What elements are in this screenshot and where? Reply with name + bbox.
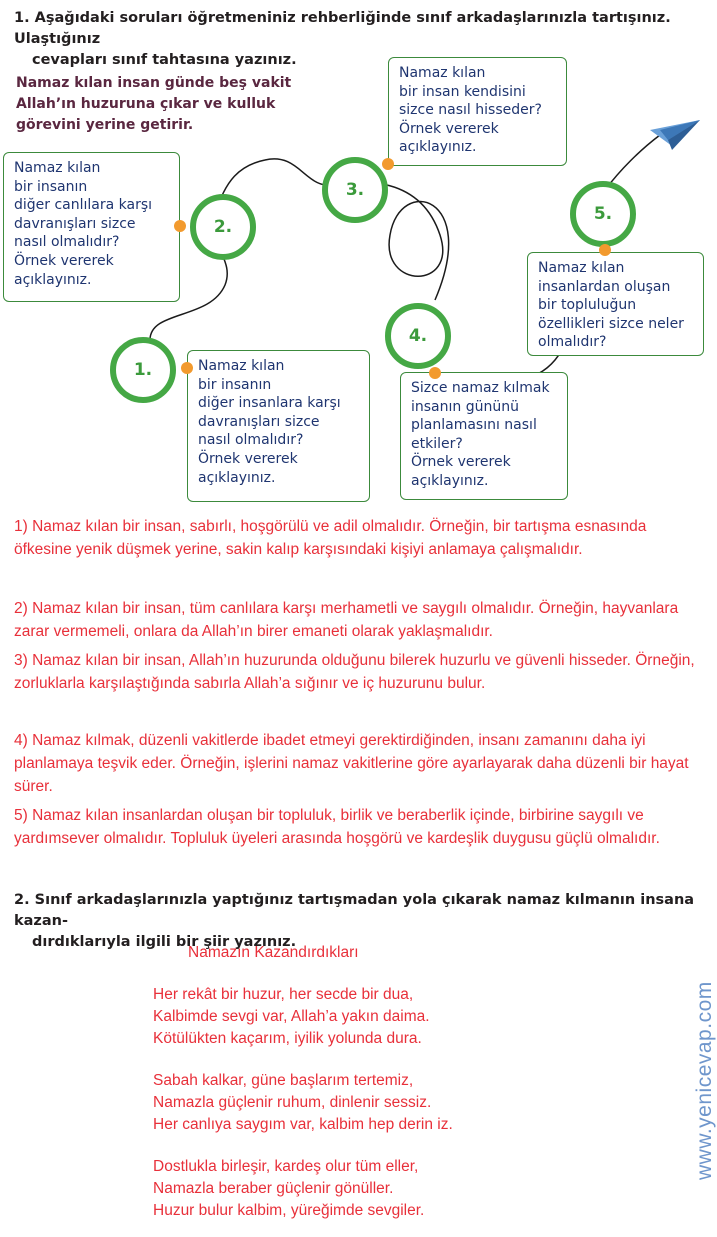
step-5-question-box: Namaz kılan insanlardan oluşan bir topluluğun özellikleri sizce neler olmalıdır?	[527, 252, 704, 356]
watermark: www.yenicevap.com	[693, 981, 716, 1180]
step-4-circle	[385, 303, 451, 369]
poem-stanza-3	[153, 1156, 424, 1222]
step-2-question-box: Namaz kılan bir insanın diğer canlılara karşı davranışları sizce nasıl olmalıdır? Örnek vererek açıklayınız.	[3, 152, 180, 302]
step-2-circle	[190, 194, 256, 260]
step-5-connector-dot	[599, 244, 611, 256]
question-1-line-2: cevapları sınıf tahtasına yazınız.	[32, 52, 297, 68]
step-1-connector-dot	[181, 362, 193, 374]
question-1-line-1: 1. Aşağıdaki soruları öğretmeniniz rehberliğinde sınıf arkadaşlarınızla tartışınız. Ulaştığınız	[14, 10, 671, 47]
answer-3: 3) Namaz kılan bir insan, Allah’ın huzurunda olduğunu bilerek huzurlu ve güvenli hisseder. Örneğin, zorluklarla karşılaştığında sabırla Allah’a sığınır ve iç huzurunu bulur.	[14, 652, 695, 692]
poem-stanza-1	[153, 984, 430, 1050]
intro-text: Namaz kılan insan günde beş vakit Allah’ın huzuruna çıkar ve kulluk görevini yerine getirir.	[16, 75, 292, 133]
poem-line: Sabah kalkar, güne başlarım tertemiz,	[153, 1072, 414, 1089]
paper-plane-icon	[650, 120, 700, 150]
step-2-connector-dot	[174, 220, 186, 232]
step-5-circle	[570, 181, 636, 247]
answer-4: 4) Namaz kılmak, düzenli vakitlerde ibadet etmeyi gerektirdiğinden, insanı zamanını daha iyi planlamaya teşvik eder. Örneğin, işlerini namaz vakitlerine göre ayarlayarak daha düzenli bir hayat sürer.	[14, 732, 689, 795]
step-4-connector-dot	[429, 367, 441, 379]
step-4-question-box: Sizce namaz kılmak insanın gününü planlamasını nasıl etkiler? Örnek vererek açıklayınız.	[400, 372, 568, 500]
step-3-connector-dot	[382, 158, 394, 170]
question-2-number: 2.	[14, 892, 30, 908]
poem-line: Her canlıya saygım var, kalbim hep derin iz.	[153, 1116, 453, 1133]
poem-stanza-2	[153, 1070, 453, 1136]
question-2-heading	[14, 890, 710, 953]
step-1-circle	[110, 337, 176, 403]
step-1-question-box: Namaz kılan bir insanın diğer insanlara karşı davranışları sizce nasıl olmalıdır? Örnek vererek açıklayınız.	[187, 350, 370, 502]
poem-line: Namazla güçlenir ruhum, dinlenir sessiz.	[153, 1094, 432, 1111]
answer-2: 2) Namaz kılan bir insan, tüm canlılara karşı merhametli ve saygılı olmalıdır. Örneğin, hayvanlara zarar vermemeli, onlara da Allah’ın birer emaneti olarak yaklaşmalıdır.	[14, 600, 679, 640]
question-2-line-2: dırdıklarıyla ilgili bir şiir yazınız.	[32, 934, 297, 950]
poem-line: Kalbimde sevgi var, Allah’a yakın daima.	[153, 1008, 430, 1025]
step-5-label: 5.	[593, 204, 613, 224]
step-2-label: 2.	[213, 217, 233, 237]
step-4-label: 4.	[408, 326, 428, 346]
answer-1: 1) Namaz kılan bir insan, sabırlı, hoşgörülü ve adil olmalıdır. Örneğin, bir tartışma esnasında öfkesine yenik düşmek yerine, sakin kalıp karşısındaki kişiyi anlamaya çalışmalıdır.	[14, 518, 647, 558]
step-3-label: 3.	[345, 180, 365, 200]
poem-line: Dostlukla birleşir, kardeş olur tüm eller,	[153, 1158, 419, 1175]
poem-line: Kötülükten kaçarım, iyilik yolunda dura.	[153, 1030, 422, 1047]
step-1-label: 1.	[133, 360, 153, 380]
step-3-circle	[322, 157, 388, 223]
poem-line: Namazla beraber güçlenir gönüller.	[153, 1180, 394, 1197]
step-3-question-box: Namaz kılan bir insan kendisini sizce nasıl hisseder? Örnek vererek açıklayınız.	[388, 57, 567, 166]
question-1-number: 1.	[14, 10, 30, 26]
poem-line: Her rekât bir huzur, her secde bir dua,	[153, 986, 414, 1003]
poem-title: Namazın Kazandırdıkları	[188, 944, 359, 961]
answer-5: 5) Namaz kılan insanlardan oluşan bir topluluk, birlik ve beraberlik içinde, birbirine saygılı ve yardımsever olmalıdır. Topluluk üyeleri arasında hoşgörü ve kardeşlik duygusu güçlü olmalıdır.	[14, 807, 660, 847]
question-2-line-1: 2. Sınıf arkadaşlarınızla yaptığınız tartışmadan yola çıkarak namaz kılmanın insana kazan-	[14, 892, 695, 929]
poem-line: Huzur bulur kalbim, yüreğimde sevgiler.	[153, 1202, 425, 1219]
